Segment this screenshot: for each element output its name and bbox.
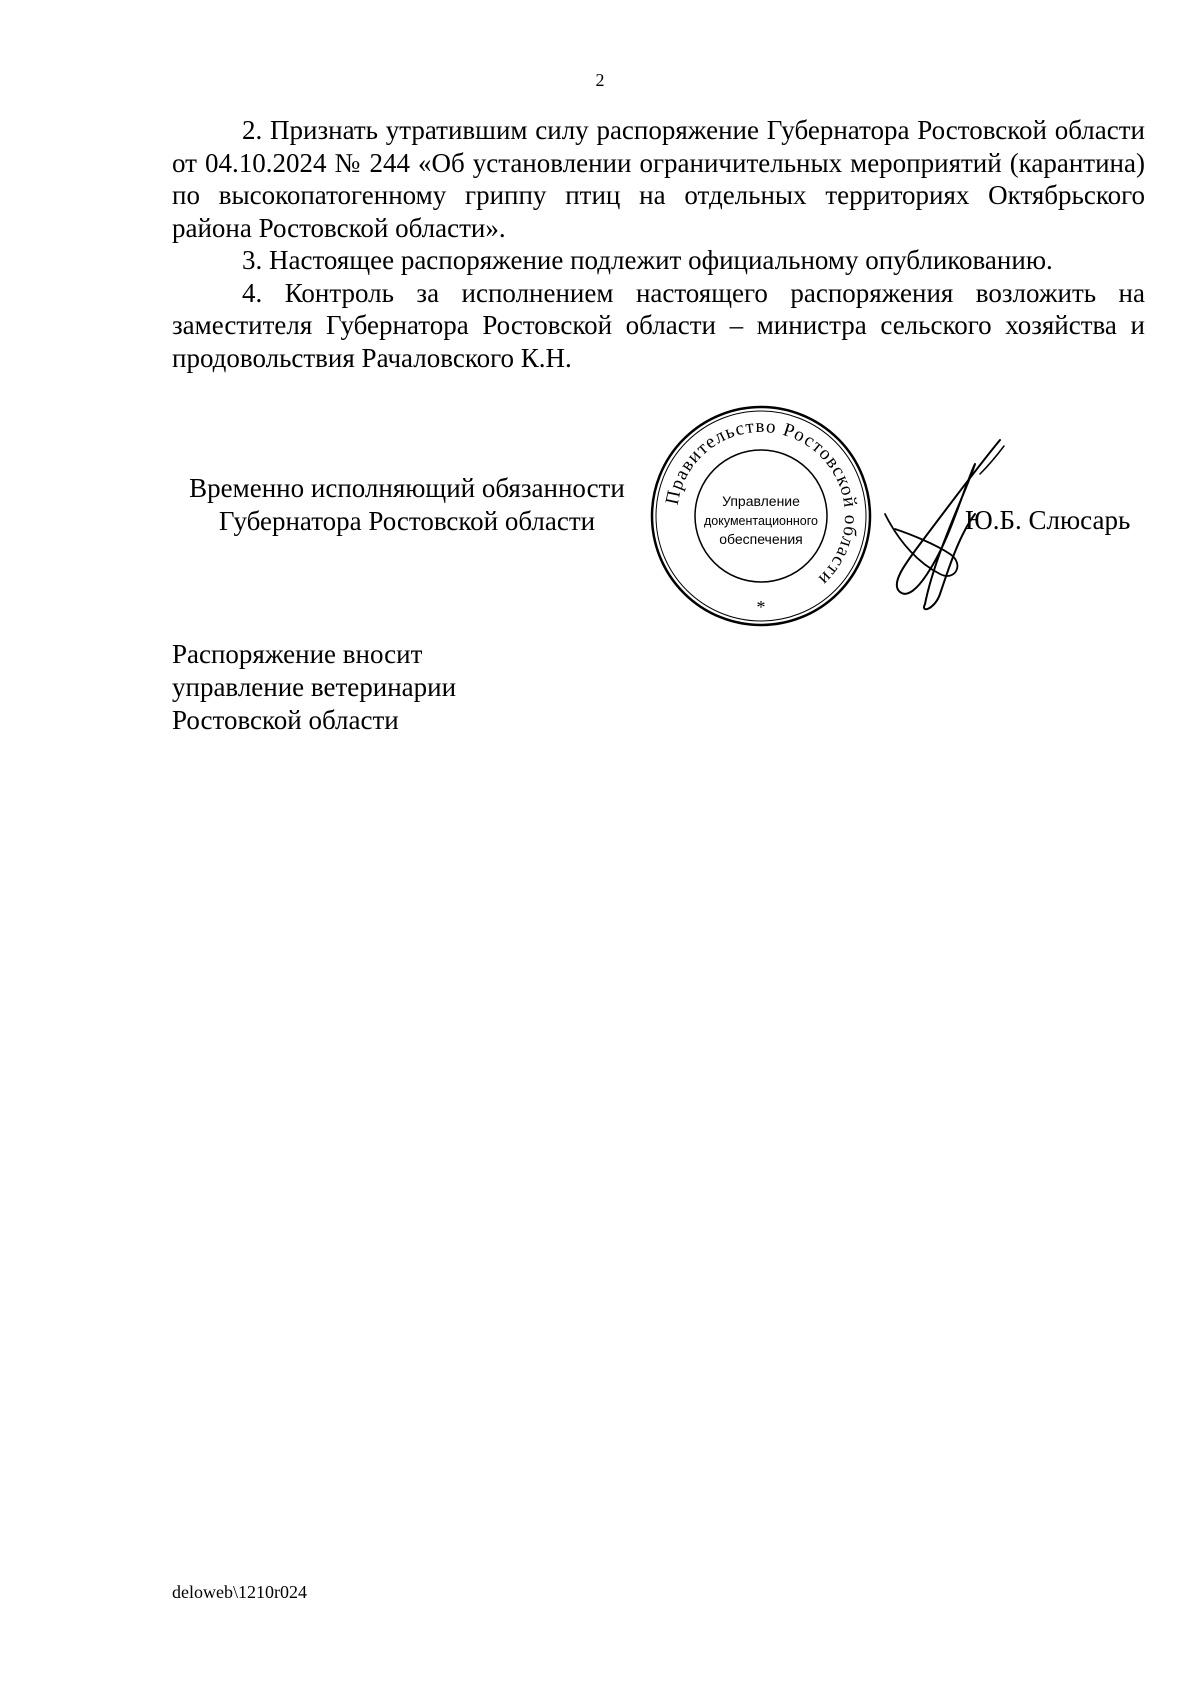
signatory-position: [172, 472, 642, 538]
document-code: deloweb\1210r024: [172, 1582, 307, 1602]
seal-center-line3: обеспечения: [719, 531, 803, 547]
seal-ring-text: Правительство Ростовской области: [661, 415, 862, 591]
seal-star: *: [756, 597, 766, 617]
introduced-by-line3: Ростовской области: [172, 705, 399, 735]
seal-center-line1: Управление: [722, 493, 800, 509]
signatory-name: Ю.Б. Слюсарь: [965, 505, 1131, 535]
introduced-by-line1: Распоряжение вносит: [172, 639, 423, 669]
seal-center-line2: документационного: [704, 513, 818, 528]
paragraph-4: 4. Контроль за исполнением настоящего распоряжения возложить на заместителя Губернатора Ростовской области – министра сельского хозяйства и продовольствия Рачаловского К.Н.: [172, 277, 1145, 373]
paragraph-2: 2. Признать утратившим силу распоряжение Губернатора Ростовской области от 04.10.2024 № 244 «Об установлении ограничительных мероприятий (карантина) по высокопатогенному гриппу птиц на отдельных территориях Октябрьского района Ростовской области».: [172, 115, 1145, 243]
page-number: 2: [595, 70, 605, 90]
official-seal: [648, 403, 874, 629]
document-body: [172, 114, 1145, 374]
introduced-by-line2: управление ветеринарии: [172, 672, 457, 702]
paragraph-3: 3. Настоящее распоряжение подлежит официальному опубликованию.: [242, 245, 1053, 275]
signatory-position-line1: Временно исполняющий обязанности: [189, 473, 625, 503]
signatory-position-line2: Губернатора Ростовской области: [218, 506, 596, 536]
introduced-by: [172, 638, 456, 737]
